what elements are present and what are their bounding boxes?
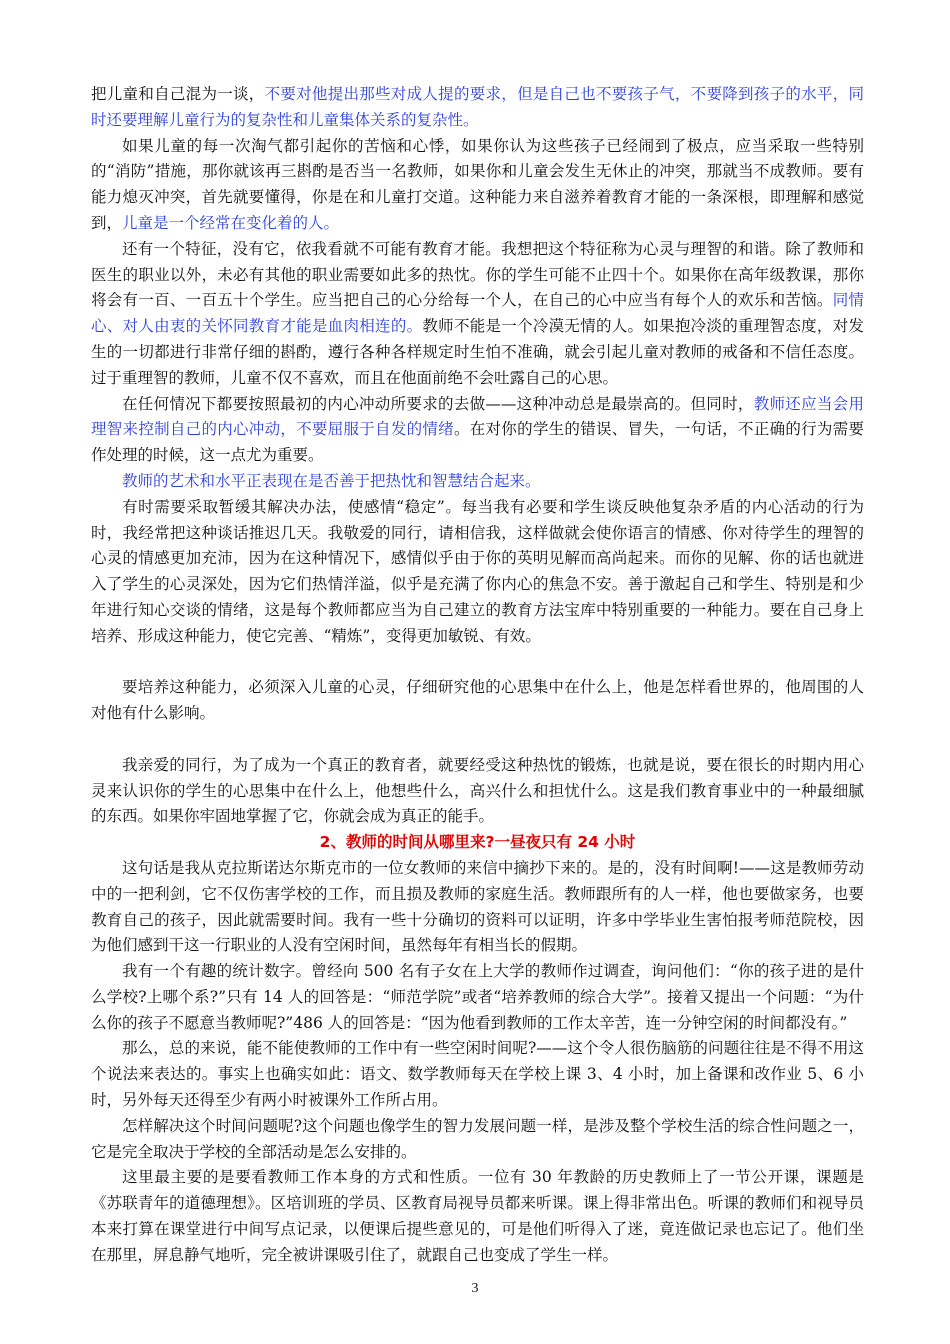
highlighted-text: 教师的艺术和水平正表现在是否善于把热忱和智慧结合起来。 [122, 471, 541, 490]
paragraph [91, 856, 864, 959]
paragraph [91, 753, 864, 830]
text-segment: 这句话是我从克拉斯诺达尔斯克市的一位女教师的来信中摘抄下来的。是的，没有时间啊!——这是教师劳动中的一把利剑，它不仅伤害学校的工作，而且损及教师的家庭生活。教师跟所有的人一样，他也要做家务，也要教育自己的孩子，因此就需要时间。我有一些十分确切的资料可以证明，许多中学毕业生害怕报考师范院校，因为他们感到干这一行职业的人没有空闲时间，虽然每年有相当长的假期。 [91, 858, 864, 955]
text-segment: 这里最主要的是要看教师工作本身的方式和性质。一位有 30 年教龄的历史教师上了一节公开课，课题是《苏联青年的道德理想》。区培训班的学员、区教育局视导员都来听课。课上得非常出色。听课的教师们和视导员本来打算在课堂进行中间写点记录，以便课后提些意见的，可是他们听得入了迷，竟连做记录也忘记了。他们坐在那里，屏息静气地听，完全被讲课吸引住了，就跟自己也变成了学生一样。 [91, 1168, 864, 1264]
highlighted-text: 同情心、对人由衷的关怀同教育才能是血肉相连的。 [91, 291, 864, 336]
text-segment: 要培养这种能力，必须深入儿童的心灵，仔细研究他的心思集中在什么上，他是怎样看世界的，他周围的人对他有什么影响。 [91, 678, 864, 723]
paragraph [91, 1036, 864, 1113]
paragraph [91, 392, 864, 469]
blank-line [91, 727, 864, 753]
paragraph [91, 237, 864, 392]
paragraph [91, 959, 864, 1036]
paragraph [91, 82, 864, 134]
paragraph [91, 495, 864, 650]
highlighted-text: 儿童是一个经常在变化着的人。 [122, 213, 340, 232]
page-number: 3 [471, 1281, 479, 1296]
section-heading: 2、教师的时间从哪里来?一昼夜只有 24 小时 [319, 833, 636, 852]
paragraph [91, 1114, 864, 1166]
paragraph [91, 134, 864, 237]
text-segment: 教师不能是一个冷漠无情的人。如果抱冷淡的重理智态度，对发生的一切都进行非常仔细的斟酌，遵行各种各样规定时生怕不准确，就会引起儿童对教师的戒备和不信任态度。过于重理智的教师，儿童不仅不喜欢，而且在他面前绝不会吐露自己的心思。 [91, 317, 864, 387]
paragraph [91, 1165, 864, 1268]
highlighted-text: 不要对他提出那些对成人提的要求，但是自己也不要孩子气，不要降到孩子的水平，同时还要理解儿童行为的复杂性和儿童集体关系的复杂性。 [91, 85, 864, 129]
text-segment: 我亲爱的同行，为了成为一个真正的教育者，就要经受这种热忱的锻炼，也就是说，要在很长的时期内用心灵来认识你的学生的心思集中在什么上，他想些什么，高兴什么和担忧什么。这是我们教育事业中的一种最细腻的东西。如果你牢固地掌握了它，你就会成为真正的能手。 [91, 755, 864, 826]
text-segment: 还有一个特征，没有它，依我看就不可能有教育才能。我想把这个特征称为心灵与理智的和谐。除了教师和医生的职业以外，未必有其他的职业需要如此多的热忱。你的学生可能不止四十个。如果你在高年级教课，那你将会有一百、一百五十个学生。应当把自己的心分给每一个人，在自己的心中应当有每个人的欢乐和苦恼。 [91, 239, 864, 310]
text-segment: 有时需要采取暂缓其解决办法，使感情“稳定”。每当我有必要和学生谈反映他复杂矛盾的内心活动的行为时，我经常把这种谈话推迟几天。我敬爱的同行，请相信我，这样做就会使你语言的情感、你对待学生的理智的心灵的情感更加充沛，因为在这种情况下，感情似乎由于你的英明见解而高尚起来。而你的见解、你的话也就进入了学生的心灵深处，因为它们热情洋溢，似乎是充满了你内心的焦急不安。善于激起自己和学生、特别是和少年进行知心交谈的情绪，这是每个教师都应当为自己建立的教育方法宝库中特别重要的一种能力。要在自己身上培养、形成这种能力，使它完善、“精炼”，变得更加敏锐、有效。 [91, 497, 864, 645]
highlighted-text: 教师还应当会用理智来控制自己的内心冲动，不要屈服于自发的情绪 [91, 394, 864, 439]
blank-line [91, 650, 864, 676]
body-text [91, 82, 864, 1269]
text-segment: 把儿童和自己混为一谈， [91, 85, 265, 103]
paragraph [91, 675, 864, 727]
paragraph [91, 469, 864, 495]
text-segment: 我有一个有趣的统计数字。曾经向 500 名有子女在上大学的教师作过调查，询问他们：“你的孩子进的是什么学校?上哪个系?”只有 14 人的回答是：“师范学院”或者“培养教师的综合大学”。接着又提出一个问题：“为什么你的孩子不愿意当教师呢?”486 人的回答是：“因为他看到教师的工作太辛苦，连一分钟空闲的时间都没有。” [91, 962, 864, 1032]
text-segment: 怎样解决这个时间问题呢?这个问题也像学生的智力发展问题一样，是涉及整个学校生活的综合性问题之一，它是完全取决于学校的全部活动是怎么安排的。 [91, 1116, 864, 1161]
text-segment: 那么，总的来说，能不能使教师的工作中有一些空闲时间呢?——这个令人很伤脑筋的问题往往是不得不用这个说法来表达的。事实上也确实如此：语文、数学教师每天在学校上课 3、4 小时，加上备课和改作业 5、6 小时，另外每天还得至少有两小时被课外工作所占用。 [91, 1039, 864, 1110]
text-segment: 。在对你的学生的错误、冒失，一句话，不正确的行为需要作处理的时候，这一点尤为重要。 [91, 420, 864, 465]
text-segment: 如果儿童的每一次淘气都引起你的苦恼和心悸，如果你认为这些孩子已经闹到了极点，应当采取一些特别的“消防”措施，那你就该再三斟酌是否当一名教师，如果你和儿童会发生无休止的冲突，那就当不成教师。要有能力熄灭冲突，首先就要懂得，你是在和儿童打交道。这种能力来自滋养着教育才能的一条深根，即理解和感觉到， [91, 136, 864, 232]
text-segment: 在任何情况下都要按照最初的内心冲动所要求的去做——这种冲动总是最崇高的。但同时， [122, 394, 754, 413]
